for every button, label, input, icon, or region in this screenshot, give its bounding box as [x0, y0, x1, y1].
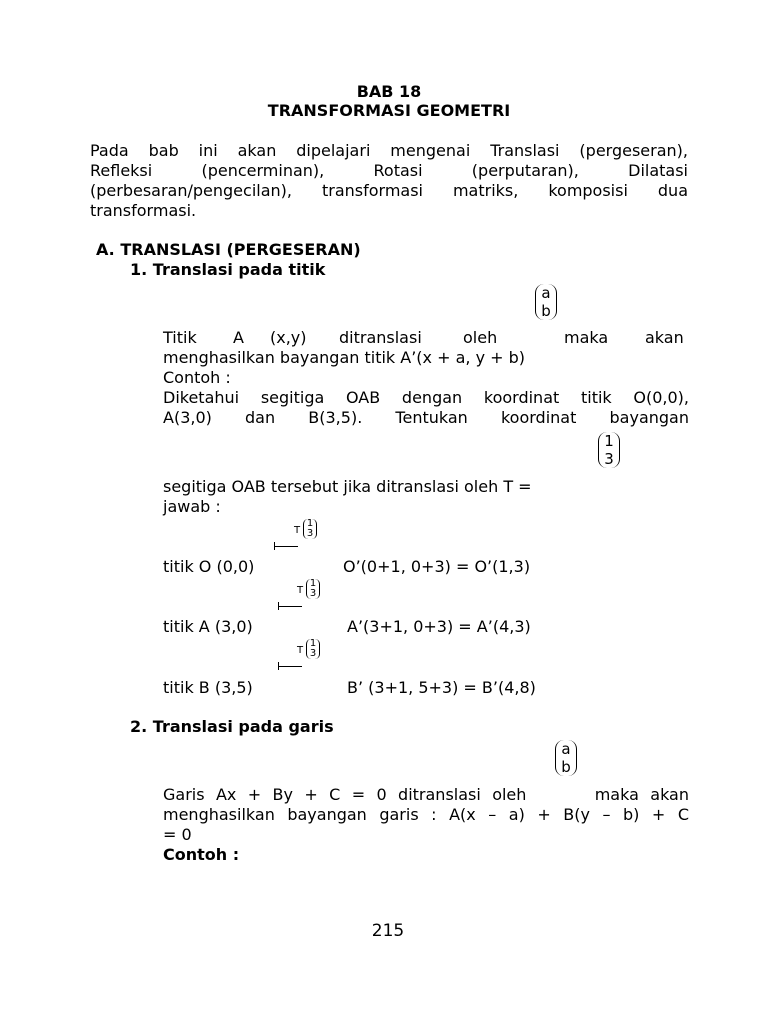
translation-vector-13 — [598, 432, 620, 468]
intro-line-3: (perbesaran/pengecilan), transformasi matriks, komposisi dua — [90, 181, 688, 200]
intro-line-2: Refleksi (pencerminan), Rotasi (perputaran), Dilatasi — [90, 161, 688, 180]
translation-vector-ab-2 — [555, 740, 577, 776]
intro-line-1: Pada bab ini akan dipelajari mengenai Translasi (pergeseran), — [90, 141, 688, 160]
vector-bottom: b — [561, 758, 571, 776]
word-ditranslasi: ditranslasi — [339, 328, 422, 347]
intro-line-4: transformasi. — [90, 201, 197, 220]
sub1-line-2: menghasilkan bayangan titik A’(x + a, y + b) — [163, 348, 526, 367]
vector-top: 1 — [604, 432, 614, 450]
map-label-t: T — [297, 645, 304, 656]
section-a-heading: A. TRANSLASI (PERGESERAN) — [96, 240, 361, 259]
vector-top: 1 — [309, 578, 317, 589]
point-a-image: A’(3+1, 0+3) = A’(4,3) — [347, 617, 531, 636]
word-maka: maka — [564, 328, 609, 347]
sub2-line-1: Garis Ax + By + C = 0 ditranslasi oleh maka akan — [163, 785, 689, 804]
word-oleh: oleh — [463, 328, 498, 347]
map-vector — [306, 579, 320, 599]
vector-bottom: b — [541, 302, 551, 320]
translation-vector-ab — [535, 284, 557, 320]
word-akan: akan — [645, 328, 684, 347]
point-a-original: titik A (3,0) — [163, 617, 253, 636]
point-b-original: titik B (3,5) — [163, 678, 253, 697]
maps-to-arrow — [279, 606, 302, 607]
sub1-line-1 — [163, 328, 689, 348]
page-number: 215 — [371, 921, 405, 941]
word-titik: Titik — [163, 328, 197, 347]
vector-bottom: 3 — [309, 648, 317, 659]
maps-to-arrow — [275, 546, 298, 547]
vector-top: 1 — [309, 638, 317, 649]
page-title: TRANSFORMASI GEOMETRI — [267, 101, 511, 120]
example-line-3: segitiga OAB tersebut jika ditranslasi oleh T = — [163, 477, 532, 496]
example-line-2: A(3,0) dan B(3,5). Tentukan koordinat bayangan — [163, 408, 689, 427]
point-o-original: titik O (0,0) — [163, 557, 255, 576]
vector-bottom: 3 — [309, 588, 317, 599]
map-label-t: T — [297, 585, 304, 596]
sub2-line-3: = 0 — [163, 825, 192, 844]
point-o-image: O’(0+1, 0+3) = O’(1,3) — [343, 557, 531, 576]
subsection-2-heading: 2. Translasi pada garis — [130, 717, 334, 736]
word-a: A — [233, 328, 244, 347]
sub1-contoh: Contoh : — [163, 368, 231, 387]
map-vector — [306, 639, 320, 659]
vector-top: a — [541, 284, 551, 302]
map-vector — [303, 519, 317, 539]
vector-bottom: 3 — [306, 528, 314, 539]
sub2-contoh: Contoh : — [163, 845, 240, 864]
example-line-1: Diketahui segitiga OAB dengan koordinat titik O(0,0), — [163, 388, 689, 407]
vector-top: 1 — [306, 518, 314, 529]
jawab-label: jawab : — [163, 497, 221, 516]
word-xy: (x,y) — [270, 328, 307, 347]
vector-bottom: 3 — [604, 450, 614, 468]
vector-top: a — [561, 740, 571, 758]
sub2-line-2: menghasilkan bayangan garis : A(x – a) + B(y – b) + C — [163, 805, 689, 824]
map-label-t: T — [294, 525, 301, 536]
chapter-number: BAB 18 — [356, 82, 422, 101]
point-b-image: B’ (3+1, 5+3) = B’(4,8) — [347, 678, 536, 697]
maps-to-arrow — [279, 666, 302, 667]
subsection-1-heading: 1. Translasi pada titik — [130, 260, 326, 279]
